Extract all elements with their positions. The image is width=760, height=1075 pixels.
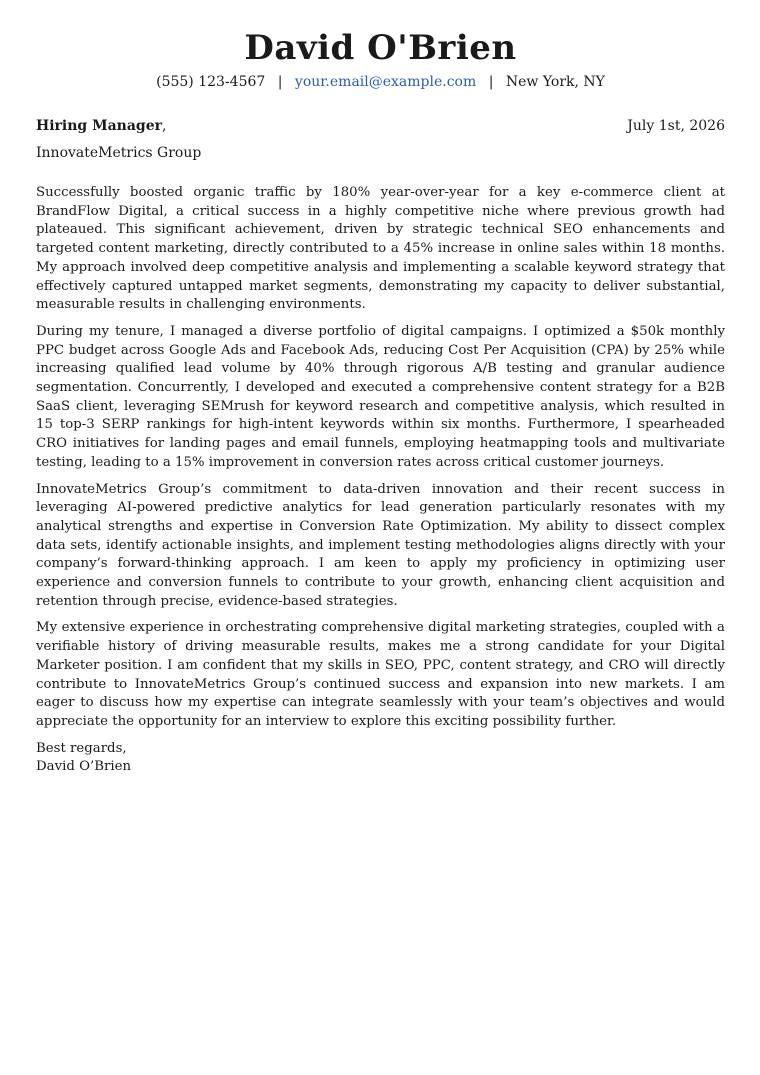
body-paragraph: My extensive experience in orchestrating comprehensive digital marketing strategies, coupled with a verifiable history of driving measurable results, makes me a strong candidate for your Digital Marketer position. I am confident that my skills in SEO, PPC, content strategy, and CRO will directly contribute to InnovateMetrics Group’s continued success and expansion into new markets. I am eager to discuss how my expertise can integrate seamlessly with your team’s objectives and would appreciate the opportunity for an interview to explore this exciting possibility further. (36, 620, 725, 729)
body-paragraph: Successfully boosted organic traffic by 180% year-over-year for a key e-commerce client at BrandFlow Digital, a critical success in a highly competitive niche where previous growth had plateaued. This significant achievement, driven by strategic technical SEO enhancements and targeted content marketing, directly contributed to a 45% increase in online sales within 18 months. My approach involved deep competitive analysis and implementing a scalable keyword strategy that effectively captured untapped market segments, demonstrating my capacity to deliver substantial, measurable results in challenging environments. (36, 185, 725, 313)
location: New York, NY (505, 74, 605, 90)
recipient-name: Hiring Manager (36, 118, 162, 134)
body-paragraph: InnovateMetrics Group’s commitment to data-driven innovation and their recent success in leveraging AI-powered predictive analytics for lead generation particularly resonates with my analytical strengths and expertise in Conversion Rate Optimization. My ability to dissect complex data sets, identify actionable insights, and implement testing methodologies aligns directly with your company’s forward-thinking approach. I am keen to apply my proficiency in optimizing user experience and conversion funnels to contribute to your growth, enhancing client acquisition and retention through precise, evidence-based strategies. (36, 481, 725, 609)
contact-line (36, 72, 725, 92)
cover-letter-page (36, 26, 725, 777)
recipient-name-suffix: , (161, 118, 167, 134)
phone-number: (555) 123-4567 (156, 74, 266, 90)
recipient-block (36, 117, 166, 135)
applicant-name: David O'Brien (244, 28, 517, 68)
letter-body (36, 184, 725, 732)
separator: | (488, 74, 494, 90)
recipient-company: InnovateMetrics Group (36, 145, 202, 161)
letter-date: July 1st, 2026 (627, 118, 725, 134)
signature: David O’Brien (36, 759, 132, 775)
body-paragraph: During my tenure, I managed a diverse portfolio of digital campaigns. I optimized a $50k monthly PPC budget across Google Ads and Facebook Ads, reducing Cost Per Acquisition (CPA) by 25% while increasing qualified lead volume by 40% through rigorous A/B testing and granular audience segmentation. Concurrently, I developed and executed a comprehensive content strategy for a B2B SaaS client, leveraging SEMrush for keyword research and competitive analysis, which resulted in 15 top-3 SERP rankings for high-intent keywords within six months. Furthermore, I spearheaded CRO initiatives for landing pages and email funnels, employing heatmapping tools and multivariate testing, leading to a 15% improvement in conversion rates across critical customer journeys. (36, 323, 725, 470)
closing-salutation: Best regards, (36, 740, 127, 756)
separator: | (277, 74, 283, 90)
closing-block (36, 740, 725, 777)
recipient-row (36, 117, 725, 135)
email-link[interactable]: your.email@example.com (294, 74, 477, 90)
